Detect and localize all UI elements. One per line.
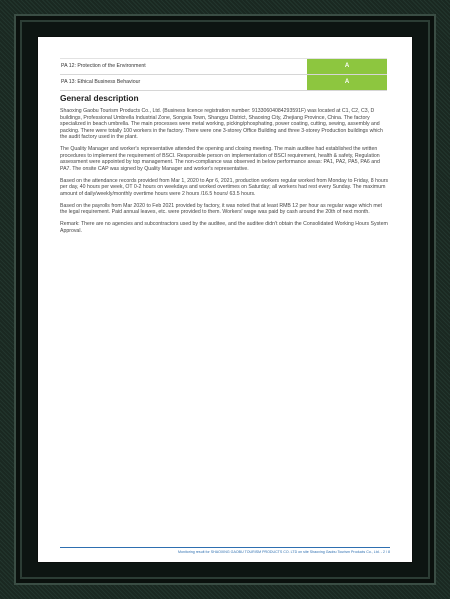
document-page — [38, 37, 412, 562]
paragraph: Based on the attendance records provided from Mar 1, 2020 to Apr 6, 2021, production workers regular worked from Monday to Friday, 8 hours per day, 40 hours per week, OT 0-2 hours on weekdays and worked overtimes on Saturday; all workers had rest every Sunday. The maximum amount of daily/weekly/monthly overtime hours were 2 hours /16.5 hours/ 63.5 hours. — [60, 177, 389, 197]
general-description-body — [60, 108, 390, 239]
footer-divider — [60, 547, 390, 548]
paragraph: Remark: There are no agencies and subcontractors used by the auditee, and the auditee didn't obtain the Consolidated Working Hours System Approval. — [60, 221, 388, 234]
table-row — [60, 75, 387, 91]
paragraph: The Quality Manager and worker's representative attended the opening and closing meeting. The main auditee had established the written procedures to implement the requirement of BSCI. Responsible person on implementation of BSCI requirement, health & safety, Regulation assessment were appointed by top management. The non-compliance was observed in below performance areas: PA1, PA2, PA5, PA6 and PA7. The onsite CAP was signed by Quality Manager and worker's representative. — [60, 146, 380, 172]
performance-area-table — [60, 58, 387, 91]
table-row — [60, 58, 387, 75]
paragraph: Based on the payrolls from Mar 2020 to Feb 2021 provided by factory, it was noted that at least RMB 12 per hour as regular wage which met the legal requirement. Paid annual leaves, etc. were provided to them. Workers' wage was paid by cash around the 20th of next month. — [60, 202, 382, 216]
pa-label: PA 13: Ethical Business Behaviour — [61, 79, 141, 85]
pa-label: PA 12: Protection of the Environment — [61, 63, 146, 69]
pa-grade: A — [307, 75, 387, 90]
footer-text: Monitoring result for SHAOXING GAOBU TOURISM PRODUCTS CO. LTD on site Shaoxing Gaobu Tourism Products Co., Ltd. - 2 / 8 — [177, 550, 390, 554]
pa-grade: A — [307, 59, 387, 74]
section-title: General description — [60, 93, 139, 103]
paragraph: Shaoxing Gaobu Tourism Products Co., Ltd. (Business licence registration number: 91330604084293591F) was located at C1, C2, C3, D buildings, Professional Umbrella Industrial Zone, Songxia Town, Shangyu District, Shaoxing City, Zhejiang Province, China. The factory specialized in beach umbrella. The main processes were metal working, picking/phosphating, power coating, cutting, sewing, assembly and packing. There were totally 100 workers in the factory. There were one 3-storey Office Building and three 3-storey Production buildings which the audit factory used in the plant. — [60, 108, 383, 141]
